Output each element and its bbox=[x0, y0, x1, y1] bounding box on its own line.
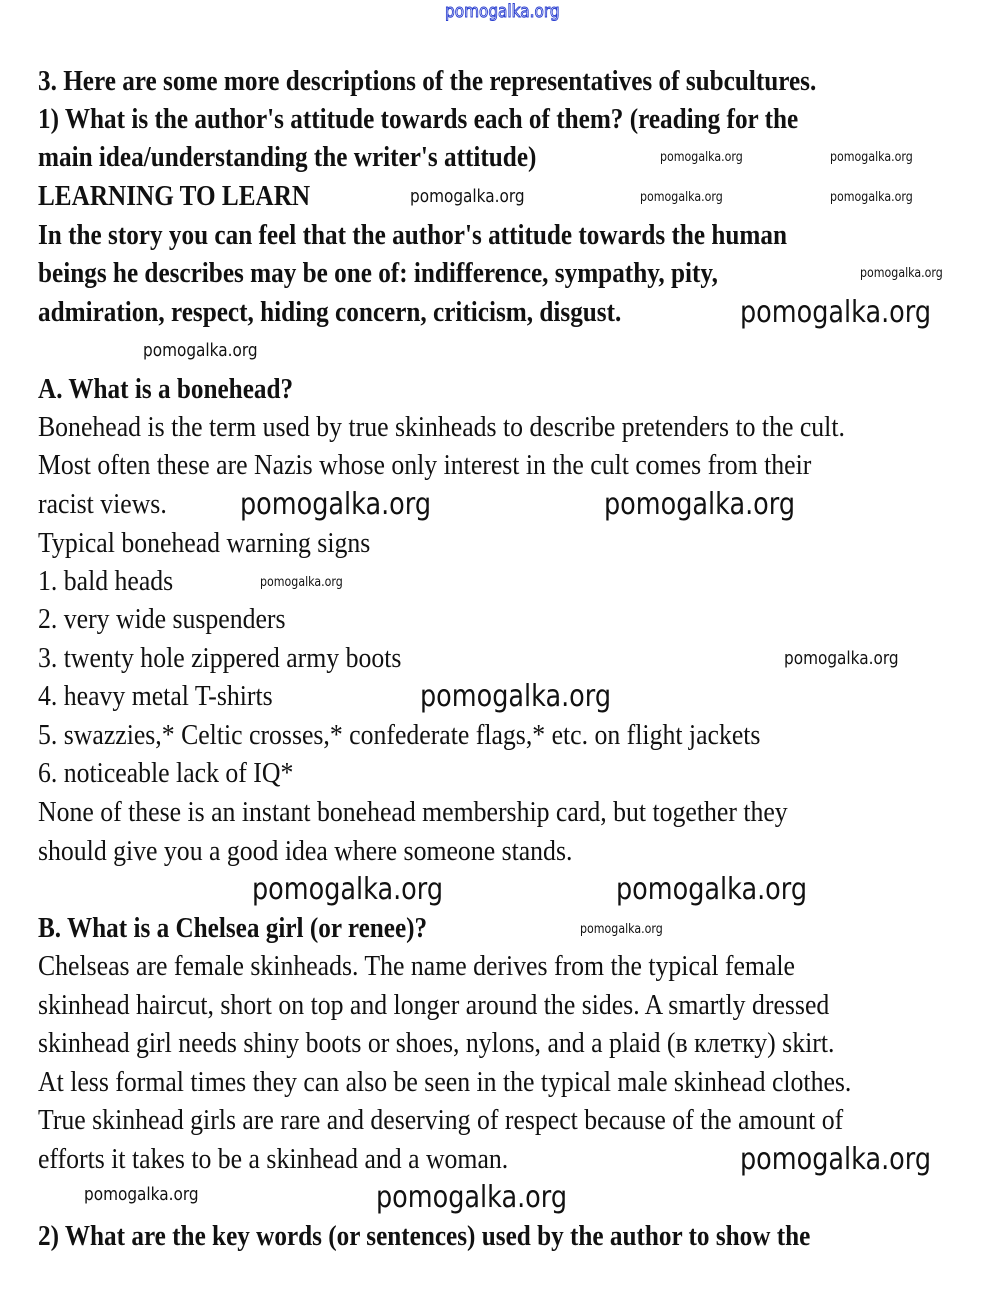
exercise-title: 3. Here are some more descriptions of the representatives of subcultures. bbox=[38, 66, 817, 97]
watermark: pomogalka.org bbox=[784, 648, 899, 669]
section-a-line: Most often these are Nazis whose only interest in the cult comes from their bbox=[38, 450, 812, 481]
question-1-line: 1) What is the author's attitude towards each of them? (reading for the bbox=[38, 104, 799, 135]
section-heading-learning: LEARNING TO LEARN bbox=[38, 181, 311, 212]
section-b-line: Chelseas are female skinheads. The name derives from the typical female bbox=[38, 951, 796, 982]
watermark: pomogalka.org bbox=[240, 487, 432, 522]
watermark: pomogalka.org bbox=[830, 150, 913, 165]
intro-paragraph-line: admiration, respect, hiding concern, criticism, disgust. bbox=[38, 297, 622, 328]
watermark: pomogalka.org bbox=[376, 1180, 568, 1215]
watermark: pomogalka.org bbox=[252, 872, 444, 907]
watermark: pomogalka.org bbox=[580, 922, 663, 937]
section-a-line: None of these is an instant bonehead membership card, but together they bbox=[38, 797, 788, 828]
watermark: pomogalka.org bbox=[445, 1, 560, 22]
list-item: 2. very wide suspenders bbox=[38, 604, 286, 635]
watermark: pomogalka.org bbox=[660, 150, 743, 165]
section-b-line: skinhead girl needs shiny boots or shoes, nylons, and a plaid (в клетку) skirt. bbox=[38, 1028, 835, 1059]
list-item: 5. swazzies,* Celtic crosses,* confederate flags,* etc. on flight jackets bbox=[38, 720, 761, 751]
watermark: pomogalka.org bbox=[260, 575, 343, 590]
list-item: 3. twenty hole zippered army boots bbox=[38, 643, 402, 674]
section-a-line: Bonehead is the term used by true skinheads to describe pretenders to the cult. bbox=[38, 412, 845, 443]
list-item: 6. noticeable lack of IQ* bbox=[38, 758, 294, 789]
watermark: pomogalka.org bbox=[640, 190, 723, 205]
watermark: pomogalka.org bbox=[420, 679, 612, 714]
section-b-line: True skinhead girls are rare and deserving of respect because of the amount of bbox=[38, 1105, 844, 1136]
question-2: 2) What are the key words (or sentences) used by the author to show the bbox=[38, 1221, 811, 1252]
watermark: pomogalka.org bbox=[740, 295, 932, 330]
watermark: pomogalka.org bbox=[604, 487, 796, 522]
section-b-line: skinhead haircut, short on top and longer around the sides. A smartly dressed bbox=[38, 990, 830, 1021]
watermark: pomogalka.org bbox=[616, 872, 808, 907]
section-b-line: efforts it takes to be a skinhead and a woman. bbox=[38, 1144, 509, 1175]
question-1-line: main idea/understanding the writer's attitude) bbox=[38, 142, 537, 173]
watermark: pomogalka.org bbox=[84, 1184, 199, 1205]
watermark: pomogalka.org bbox=[410, 186, 525, 207]
watermark: pomogalka.org bbox=[143, 340, 258, 361]
section-a-heading: A. What is a bonehead? bbox=[38, 374, 294, 405]
intro-paragraph-line: beings he describes may be one of: indifference, sympathy, pity, bbox=[38, 258, 718, 289]
watermark: pomogalka.org bbox=[860, 266, 943, 281]
section-b-line: At less formal times they can also be seen in the typical male skinhead clothes. bbox=[38, 1067, 852, 1098]
list-item: 1. bald heads bbox=[38, 566, 174, 597]
intro-paragraph-line: In the story you can feel that the author's attitude towards the human bbox=[38, 220, 788, 251]
section-a-line: should give you a good idea where someone stands. bbox=[38, 836, 573, 867]
section-a-line: racist views. bbox=[38, 489, 167, 520]
watermark: pomogalka.org bbox=[830, 190, 913, 205]
watermark: pomogalka.org bbox=[740, 1142, 932, 1177]
section-a-line: Typical bonehead warning signs bbox=[38, 528, 371, 559]
list-item: 4. heavy metal T-shirts bbox=[38, 681, 273, 712]
section-b-heading: B. What is a Chelsea girl (or renee)? bbox=[38, 913, 428, 944]
